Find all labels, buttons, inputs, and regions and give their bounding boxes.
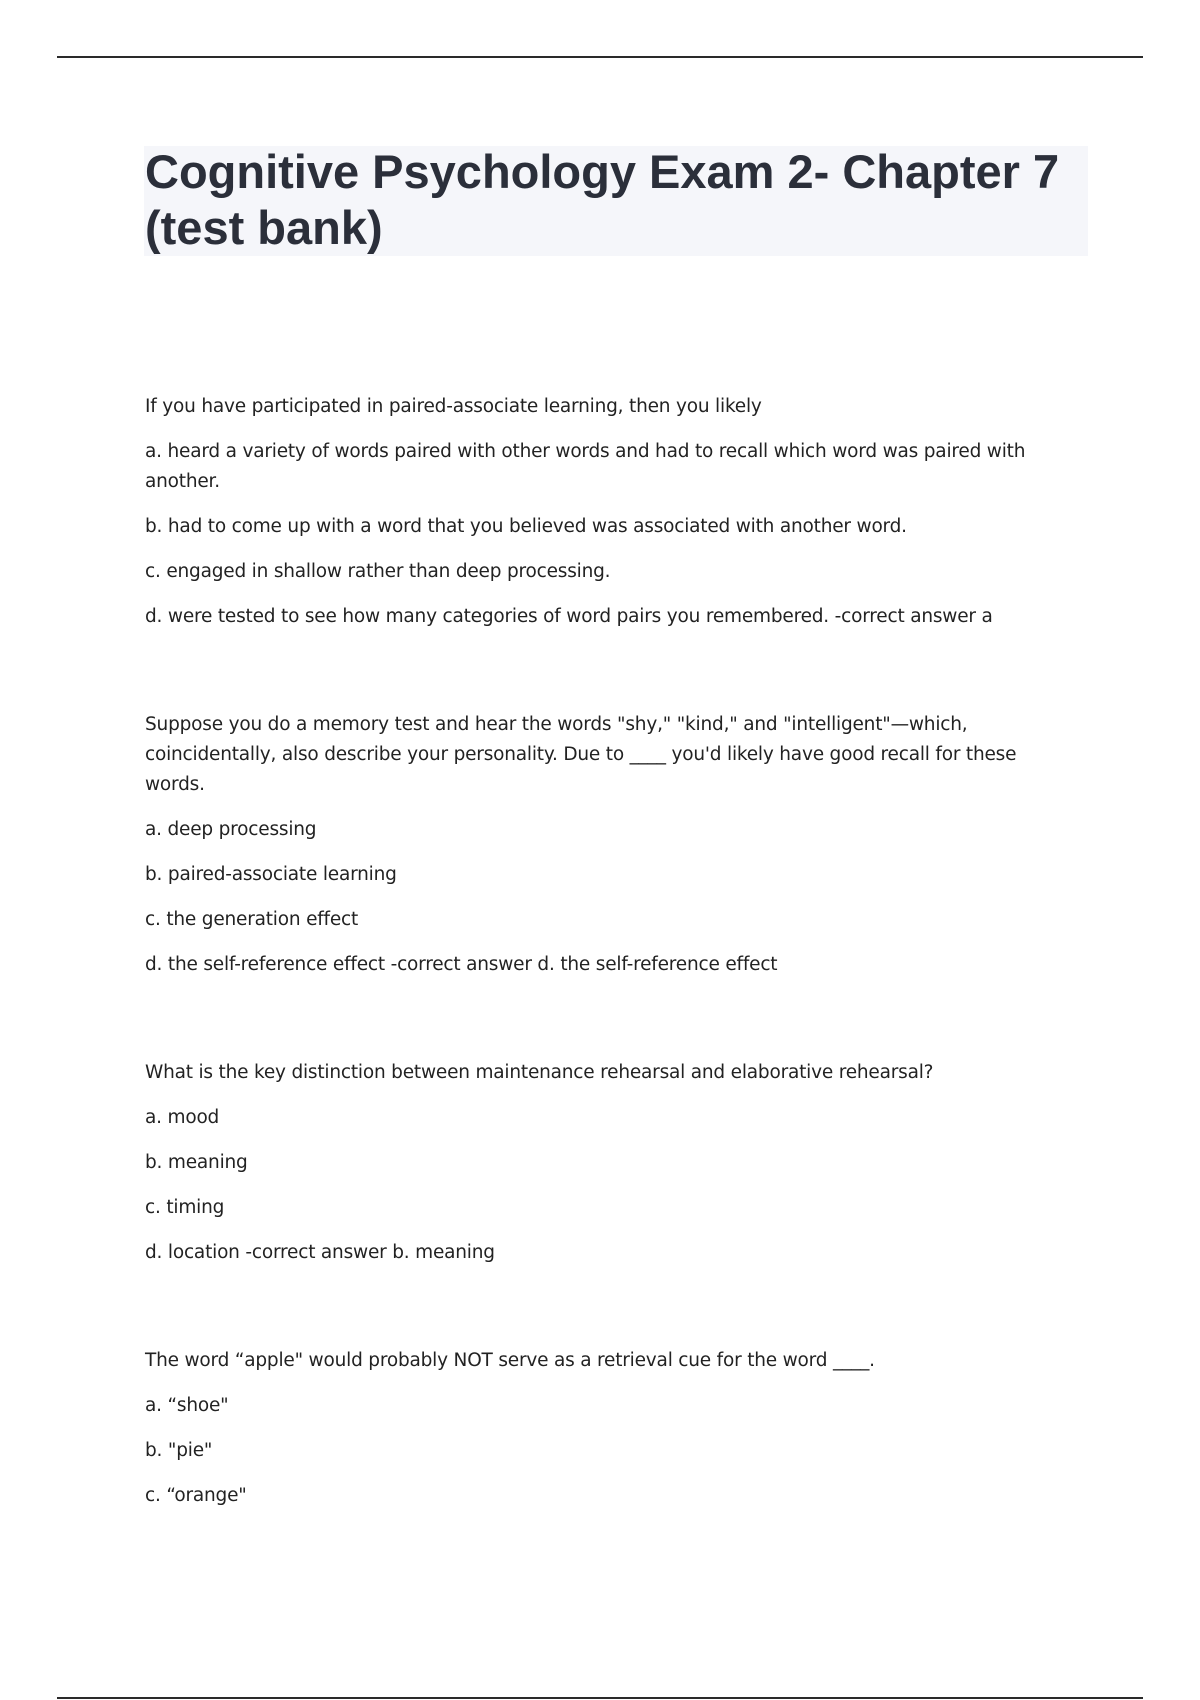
answer-option: b. "pie" bbox=[145, 1440, 213, 1461]
question-block bbox=[145, 392, 1075, 632]
answer-option: b. meaning bbox=[145, 1152, 248, 1173]
answer-option: a. “shoe" bbox=[145, 1395, 229, 1416]
page-title: Cognitive Psychology Exam 2- Chapter 7 (test bank) bbox=[145, 145, 1060, 254]
question-block bbox=[145, 710, 1075, 980]
question-text: The word “apple" would probably NOT serve as a retrieval cue for the word ____. bbox=[145, 1350, 875, 1371]
answer-option: d. were tested to see how many categories of word pairs you remembered. -correct answer a bbox=[145, 606, 993, 627]
answer-option: a. deep processing bbox=[145, 819, 317, 840]
question-text: If you have participated in paired-associate learning, then you likely bbox=[145, 396, 762, 417]
answer-option: c. engaged in shallow rather than deep processing. bbox=[145, 561, 611, 582]
answer-option: a. heard a variety of words paired with other words and had to recall which word was paired with another. bbox=[145, 441, 1026, 492]
question-block bbox=[145, 1346, 1075, 1511]
question-text: Suppose you do a memory test and hear the words "shy," "kind," and "intelligent"—which, coincidentally, also describe your personality. Due to ____ you'd likely have good recall for these words. bbox=[145, 714, 1017, 795]
question-list bbox=[145, 392, 1075, 1511]
answer-option: c. timing bbox=[145, 1197, 225, 1218]
answer-option: a. mood bbox=[145, 1107, 220, 1128]
answer-option: b. had to come up with a word that you believed was associated with another word. bbox=[145, 516, 907, 537]
question-text: What is the key distinction between maintenance rehearsal and elaborative rehearsal? bbox=[145, 1062, 934, 1083]
answer-option: d. the self-reference effect -correct answer d. the self-reference effect bbox=[145, 954, 778, 975]
top-divider bbox=[57, 56, 1143, 58]
answer-option: c. “orange" bbox=[145, 1485, 247, 1506]
question-block bbox=[145, 1058, 1075, 1268]
answer-option: c. the generation effect bbox=[145, 909, 359, 930]
answer-option: b. paired-associate learning bbox=[145, 864, 397, 885]
answer-option: d. location -correct answer b. meaning bbox=[145, 1242, 495, 1263]
bottom-divider bbox=[57, 1697, 1143, 1699]
